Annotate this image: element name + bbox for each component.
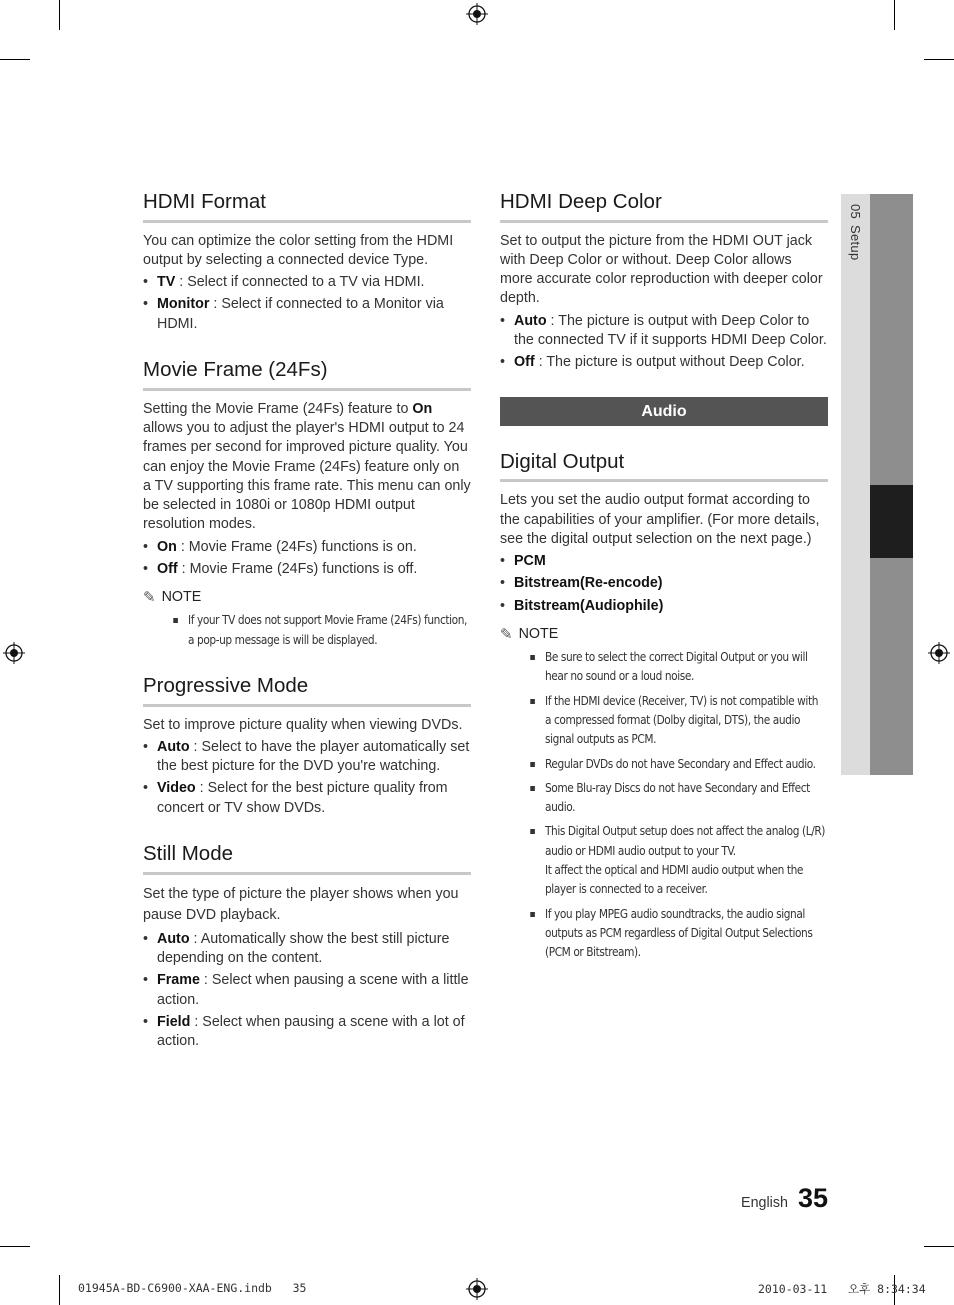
- note-item: If your TV does not support Movie Frame (24Fs) function, a pop-up message is will be displayed.: [188, 611, 469, 650]
- crop-mark: [59, 1275, 60, 1305]
- crop-mark: [894, 0, 895, 30]
- list-item: • On : Movie Frame (24Fs) functions is on.: [143, 538, 471, 557]
- pencil-icon: ✎: [143, 589, 156, 607]
- list-item: • Auto : The picture is output with Deep Color to the connected TV if it supports HDMI Deep Color.: [500, 312, 828, 351]
- list-item: • PCM: [500, 552, 828, 571]
- section-intro: Lets you set the audio output format according to the capabilities of your amplifier. (For more details, see the digital output selection on the next page.): [500, 492, 820, 547]
- chapter-marker: [870, 485, 913, 558]
- print-slug-right: 2010-03-11 오후 8:34:34: [758, 1282, 926, 1296]
- registration-mark-icon: [466, 3, 488, 25]
- pencil-icon: ✎: [500, 626, 513, 644]
- section-title: Still Mode: [143, 842, 471, 875]
- chapter-side-tab: [841, 194, 913, 775]
- chapter-number: 05: [848, 204, 863, 220]
- list-item: • Field : Select when pausing a scene with a lot of action.: [143, 1013, 471, 1052]
- note-item: If you play MPEG audio soundtracks, the audio signal outputs as PCM regardless of Digital Output Selections (PCM or Bitstream).: [545, 905, 826, 963]
- crop-mark: [924, 59, 954, 60]
- language-label: English: [741, 1195, 788, 1211]
- left-column: [143, 190, 471, 1075]
- section-intro: You can optimize the color setting from the HDMI output by selecting a connected device Type.: [143, 232, 454, 268]
- note-item: Some Blu-ray Discs do not have Secondary and Effect audio.: [545, 779, 826, 818]
- section-title: HDMI Format: [143, 190, 471, 223]
- section-hdmi-deep-color: [500, 190, 828, 373]
- option-list: [500, 312, 828, 373]
- chapter-label: [841, 204, 870, 324]
- list-item: • Off : Movie Frame (24Fs) functions is off.: [143, 560, 471, 579]
- section-still-mode: [143, 842, 471, 1051]
- section-title: Digital Output: [500, 450, 828, 483]
- right-column: [500, 190, 828, 987]
- note-item: Regular DVDs do not have Secondary and Effect audio.: [545, 755, 826, 774]
- list-item: • Video : Select for the best picture quality from concert or TV show DVDs.: [143, 779, 471, 818]
- crop-mark: [59, 0, 60, 30]
- section-title: HDMI Deep Color: [500, 190, 828, 223]
- section-digital-output: [500, 450, 828, 963]
- print-slug-left: 01945A-BD-C6900-XAA-ENG.indb 35: [78, 1281, 307, 1295]
- crop-mark: [924, 1246, 954, 1247]
- audio-category-bar: Audio: [500, 397, 828, 426]
- list-item: • Monitor : Select if connected to a Monitor via HDMI.: [143, 295, 471, 334]
- section-intro: Set to output the picture from the HDMI OUT jack with Deep Color or without. Deep Color allows more accurate color reproduction with deeper color depth.: [500, 232, 823, 307]
- note-list: [143, 611, 471, 650]
- note-heading: ✎ NOTE: [143, 589, 202, 607]
- option-list: [143, 930, 471, 1052]
- page-number: 35: [797, 1183, 828, 1213]
- section-hdmi-format: [143, 190, 471, 334]
- list-item: • Auto : Automatically show the best still picture depending on the content.: [143, 930, 471, 969]
- section-intro: Set to improve picture quality when viewing DVDs.: [143, 716, 463, 733]
- option-list: [143, 738, 471, 818]
- section-intro: Set the type of picture the player shows when you pause DVD playback.: [143, 885, 459, 924]
- registration-mark-icon: [466, 1278, 488, 1300]
- crop-mark: [0, 1246, 30, 1247]
- note-item: If the HDMI device (Receiver, TV) is not compatible with a compressed format (Dolby digital, DTS), the audio signal outputs as PCM.: [545, 692, 826, 750]
- section-intro: Setting the Movie Frame (24Fs) feature to On allows you to adjust the player's HDMI output to 24 frames per second for improved picture quality. You can enjoy the Movie Frame (24Fs) feature only on a TV supporting this frame rate. This menu can only be selected in 1080i or 1080p HDMI output resolution modes.: [143, 400, 471, 533]
- list-item: • Bitstream(Re-encode): [500, 574, 828, 593]
- option-list: [500, 552, 828, 616]
- note-item: This Digital Output setup does not affect the analog (L/R) audio or HDMI audio output to your TV. It affect the optical and HDMI audio output when the player is connected to a receiver.: [545, 822, 826, 899]
- registration-mark-icon: [928, 642, 950, 664]
- list-item: • Frame : Select when pausing a scene with a little action.: [143, 971, 471, 1010]
- note-heading: ✎ NOTE: [500, 626, 559, 644]
- option-list: [143, 538, 471, 580]
- list-item: • Bitstream(Audiophile): [500, 597, 828, 616]
- section-progressive-mode: [143, 674, 471, 818]
- option-list: [143, 273, 471, 334]
- list-item: • Off : The picture is output without Deep Color.: [500, 353, 828, 372]
- list-item: • Auto : Select to have the player automatically set the best picture for the DVD you're watching.: [143, 738, 471, 777]
- section-title: Movie Frame (24Fs): [143, 358, 471, 391]
- chapter-title: Setup: [848, 225, 863, 261]
- section-movie-frame: [143, 358, 471, 650]
- note-list: [500, 648, 828, 962]
- page-footer: [741, 1183, 828, 1214]
- crop-mark: [0, 59, 30, 60]
- note-item: Be sure to select the correct Digital Output or you will hear no sound or a loud noise.: [545, 648, 826, 687]
- registration-mark-icon: [3, 642, 25, 664]
- section-title: Progressive Mode: [143, 674, 471, 707]
- list-item: • TV : Select if connected to a TV via HDMI.: [143, 273, 471, 292]
